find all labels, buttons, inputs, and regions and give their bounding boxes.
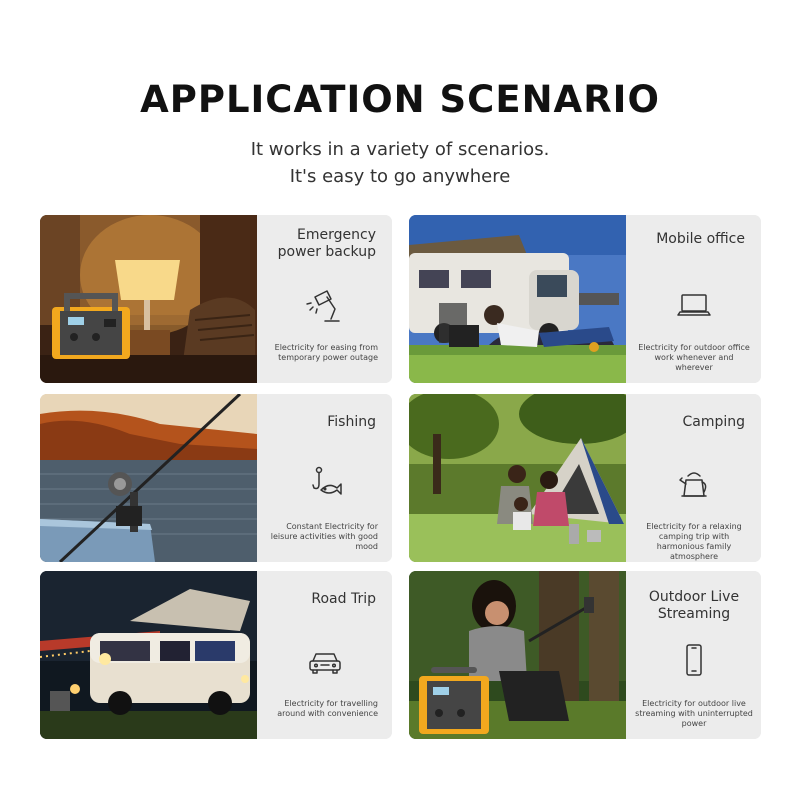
subtitle-line-1: It works in a variety of scenarios. — [250, 139, 550, 160]
mobile-office-photo — [409, 215, 626, 383]
road-trip-photo — [40, 571, 257, 739]
scenario-card-emergency — [40, 215, 392, 383]
scenario-card-live-streaming — [409, 571, 761, 739]
card-description: Electricity for outdoor office work whenever and wherever — [638, 343, 750, 372]
fishing-photo — [40, 394, 257, 562]
scenario-card-mobile-office — [409, 215, 761, 383]
live-streaming-photo — [409, 571, 626, 739]
live-streaming-panel — [626, 571, 761, 739]
car-icon — [257, 641, 392, 681]
emergency-photo — [40, 215, 257, 383]
fish-hook-icon — [257, 464, 392, 504]
card-title: Mobile office — [656, 231, 745, 247]
page-subtitle — [0, 136, 800, 190]
card-title: Camping — [682, 414, 745, 430]
mobile-office-panel — [626, 215, 761, 383]
subtitle-line-2: It's easy to go anywhere — [289, 166, 511, 187]
camping-photo — [409, 394, 626, 562]
card-title: Emergency power backup — [277, 227, 376, 260]
card-title: Outdoor Live Streaming — [648, 589, 740, 622]
scenario-card-camping — [409, 394, 761, 562]
page-title: APPLICATION SCENARIO — [140, 78, 660, 121]
camping-panel — [626, 394, 761, 562]
card-title: Road Trip — [311, 591, 376, 607]
scenario-card-fishing — [40, 394, 392, 562]
laptop-icon — [626, 285, 761, 325]
kettle-icon — [626, 464, 761, 504]
desk-lamp-icon — [257, 285, 392, 325]
card-description: Electricity for outdoor live streaming with uninterrupted power — [635, 699, 753, 728]
road-trip-panel — [257, 571, 392, 739]
card-description: Electricity for travelling around with convenience — [277, 699, 378, 718]
scenario-card-road-trip — [40, 571, 392, 739]
card-title: Fishing — [327, 414, 376, 430]
card-description: Constant Electricity for leisure activities with good mood — [270, 522, 378, 551]
fishing-panel — [257, 394, 392, 562]
emergency-panel — [257, 215, 392, 383]
card-description: Electricity for easing from temporary power outage — [274, 343, 378, 362]
card-description: Electricity for a relaxing camping trip with harmonious family atmosphere — [646, 522, 742, 561]
smartphone-icon — [626, 641, 761, 681]
